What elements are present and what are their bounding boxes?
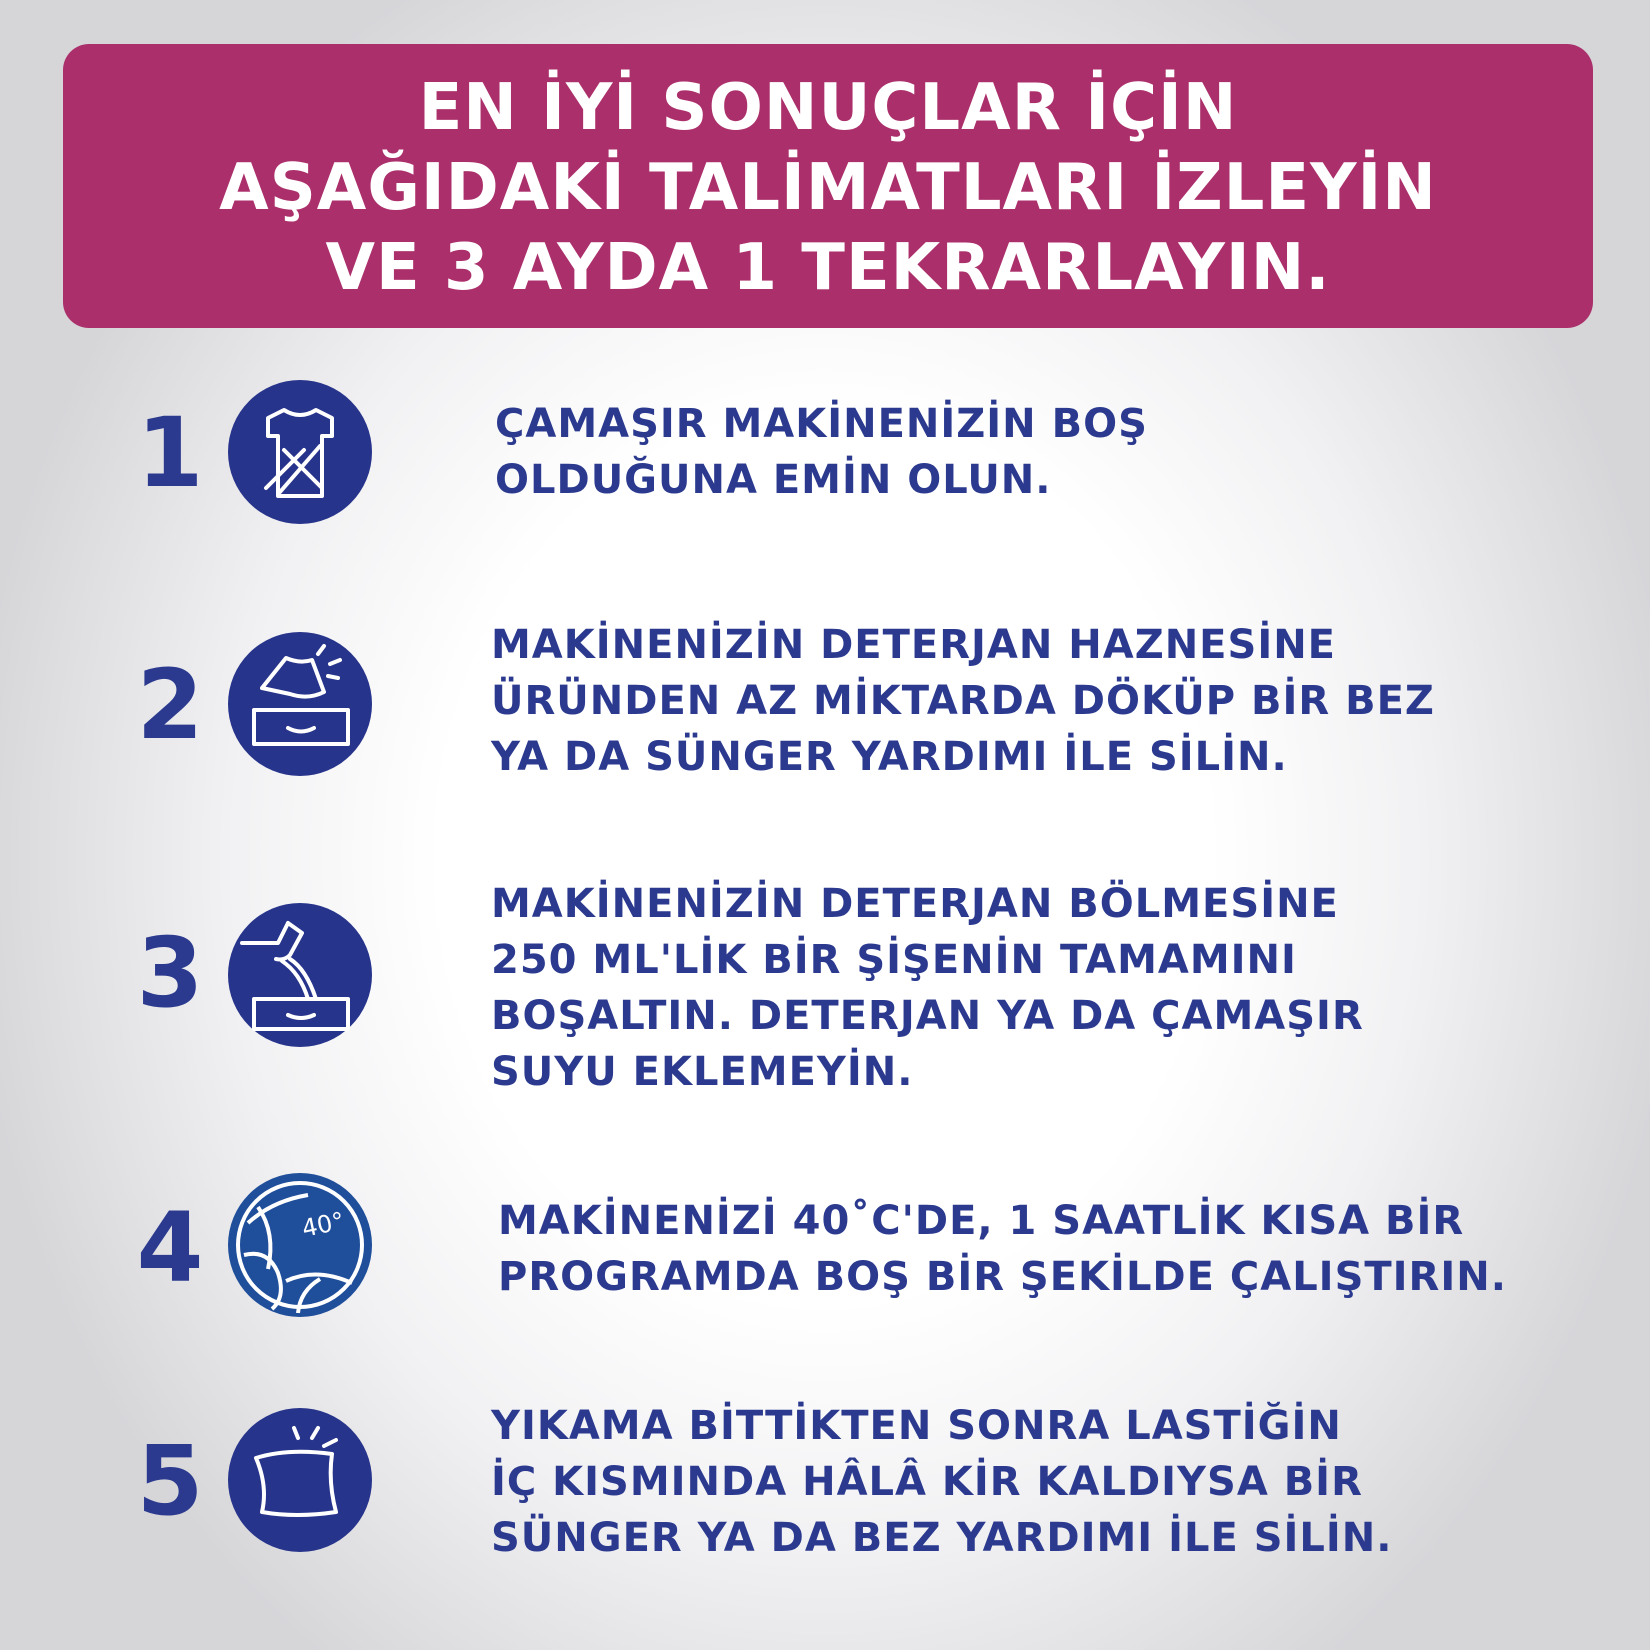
step-text-line: SÜNGER YA DA BEZ YARDIMI İLE SİLİN. (491, 1515, 1393, 1561)
step-number: 2 (136, 649, 204, 761)
header-line-2: AŞAĞIDAKİ TALİMATLARI İZLEYİN (219, 151, 1437, 225)
step-text-line: ÜRÜNDEN AZ MİKTARDA DÖKÜP BİR BEZ (491, 678, 1435, 724)
step-text-line: ÇAMAŞIR MAKİNENİZİN BOŞ (495, 401, 1148, 447)
empty-laundry-icon (228, 380, 372, 524)
temperature-label: 40° (299, 1206, 347, 1243)
step-text (491, 876, 1364, 1100)
step-number: 4 (136, 1192, 204, 1304)
header-line-3: VE 3 AYDA 1 TEKRARLAYIN. (325, 231, 1331, 305)
step-number: 3 (136, 917, 204, 1029)
step-text-line: PROGRAMDA BOŞ BİR ŞEKİLDE ÇALIŞTIRIN. (498, 1254, 1507, 1300)
wipe-drawer-icon (228, 632, 372, 776)
pour-bottle-icon (228, 903, 372, 1047)
step-text (495, 396, 1148, 508)
step-text-line: MAKİNENİZİN DETERJAN HAZNESİNE (491, 622, 1336, 668)
step-text (498, 1193, 1507, 1305)
step-text-line: YA DA SÜNGER YARDIMI İLE SİLİN. (491, 734, 1288, 780)
header-line-1: EN İYİ SONUÇLAR İÇİN (418, 71, 1238, 145)
step-number: 5 (136, 1425, 204, 1537)
step-text (491, 1398, 1392, 1566)
step-text-line: 250 ML'LİK BİR ŞİŞENİN TAMAMINI (491, 937, 1297, 983)
step-text (491, 617, 1435, 785)
step-text-line: İÇ KISMINDA HÂLÂ KİR KALDIYSA BİR (491, 1459, 1363, 1505)
step-text-line: YIKAMA BİTTİKTEN SONRA LASTİĞİN (491, 1403, 1342, 1449)
step-text-line: MAKİNENİZİN DETERJAN BÖLMESİNE (491, 881, 1339, 927)
wash-40-degree-icon (228, 1173, 372, 1317)
header-banner (63, 44, 1593, 328)
sponge-wipe-icon (228, 1408, 372, 1552)
step-text-line: MAKİNENİZİ 40˚C'DE, 1 SAATLİK KISA BİR (498, 1198, 1465, 1244)
step-text-line: SUYU EKLEMEYİN. (491, 1049, 914, 1095)
step-text-line: BOŞALTIN. DETERJAN YA DA ÇAMAŞIR (491, 993, 1364, 1039)
step-number: 1 (136, 397, 204, 509)
step-text-line: OLDUĞUNA EMİN OLUN. (495, 457, 1052, 503)
